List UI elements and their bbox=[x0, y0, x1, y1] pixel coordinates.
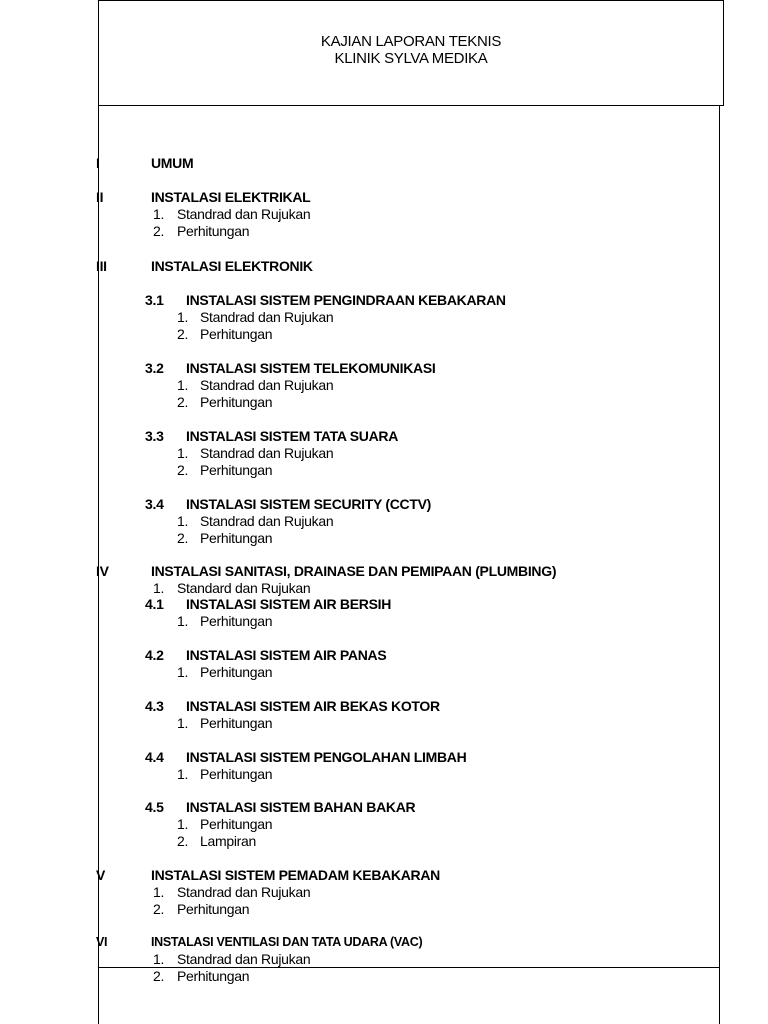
section-number: IV bbox=[96, 563, 109, 579]
list-item: Perhitungan bbox=[200, 462, 273, 478]
list-item: Perhitungan bbox=[177, 223, 250, 239]
list-item: Standrad dan Rujukan bbox=[200, 513, 334, 529]
list-item: Perhitungan bbox=[200, 530, 273, 546]
list-item-number: 1. bbox=[153, 206, 165, 222]
list-item: Perhitungan bbox=[177, 901, 250, 917]
subsection-number: 4.2 bbox=[145, 647, 164, 663]
list-item: Lampiran bbox=[200, 833, 256, 849]
section-title: INSTALASI SISTEM PEMADAM KEBAKARAN bbox=[151, 867, 440, 883]
list-item-number: 1. bbox=[153, 884, 165, 900]
list-item: Standrad dan Rujukan bbox=[177, 206, 311, 222]
subsection-title: INSTALASI SISTEM AIR BERSIH bbox=[186, 596, 392, 612]
list-item: Standrad dan Rujukan bbox=[200, 377, 334, 393]
list-item: Perhitungan bbox=[177, 968, 250, 984]
list-item-number: 2. bbox=[177, 833, 189, 849]
subsection-title: INSTALASI SISTEM AIR PANAS bbox=[186, 647, 387, 663]
subsection-number: 3.3 bbox=[145, 428, 164, 444]
document-title: KAJIAN LAPORAN TEKNIS bbox=[320, 33, 502, 50]
subsection-number: 4.1 bbox=[145, 596, 164, 612]
subsection-title: INSTALASI SISTEM PENGINDRAAN KEBAKARAN bbox=[186, 292, 506, 308]
list-item-number: 1. bbox=[177, 377, 189, 393]
list-item: Perhitungan bbox=[200, 766, 273, 782]
list-item-number: 1. bbox=[177, 309, 189, 325]
list-item-number: 2. bbox=[153, 968, 165, 984]
list-item-number: 1. bbox=[177, 816, 189, 832]
list-item: Perhitungan bbox=[200, 394, 273, 410]
subsection-title: INSTALASI SISTEM TELEKOMUNIKASI bbox=[186, 360, 436, 376]
subsection-title: INSTALASI SISTEM TATA SUARA bbox=[186, 428, 399, 444]
section-title: INSTALASI ELEKTRIKAL bbox=[151, 189, 311, 205]
list-item-number: 2. bbox=[177, 462, 189, 478]
section-title: UMUM bbox=[151, 155, 194, 171]
list-item: Standrad dan Rujukan bbox=[177, 884, 311, 900]
subsection-number: 4.5 bbox=[145, 799, 164, 815]
section-title: INSTALASI VENTILASI DAN TATA UDARA (VAC) bbox=[151, 935, 423, 949]
subsection-number: 3.4 bbox=[145, 496, 164, 512]
section-number: V bbox=[96, 867, 106, 883]
list-item-number: 1. bbox=[153, 580, 165, 596]
list-item-number: 1. bbox=[177, 664, 189, 680]
list-item: Perhitungan bbox=[200, 715, 273, 731]
list-item: Standard dan Rujukan bbox=[177, 580, 311, 596]
section-number: II bbox=[96, 189, 104, 205]
subsection-title: INSTALASI SISTEM SECURITY (CCTV) bbox=[186, 496, 432, 512]
list-item-number: 2. bbox=[177, 326, 189, 342]
section-title: INSTALASI SANITASI, DRAINASE DAN PEMIPAAN (PLUMBING) bbox=[151, 563, 557, 579]
section-number: III bbox=[96, 258, 107, 274]
list-item: Perhitungan bbox=[200, 664, 273, 680]
list-item-number: 1. bbox=[177, 513, 189, 529]
list-item-number: 1. bbox=[177, 766, 189, 782]
subsection-title: INSTALASI SISTEM PENGOLAHAN LIMBAH bbox=[186, 749, 467, 765]
subsection-title: INSTALASI SISTEM AIR BEKAS KOTOR bbox=[186, 698, 440, 714]
list-item-number: 1. bbox=[177, 445, 189, 461]
document-subtitle: KLINIK SYLVA MEDIKA bbox=[334, 50, 488, 67]
list-item-number: 1. bbox=[153, 951, 165, 967]
list-item: Standrad dan Rujukan bbox=[200, 445, 334, 461]
subsection-number: 3.2 bbox=[145, 360, 164, 376]
list-item: Perhitungan bbox=[200, 613, 273, 629]
list-item-number: 2. bbox=[177, 394, 189, 410]
list-item: Standrad dan Rujukan bbox=[200, 309, 334, 325]
subsection-number: 4.3 bbox=[145, 698, 164, 714]
list-item-number: 1. bbox=[177, 613, 189, 629]
section-number: VI bbox=[96, 935, 108, 949]
section-title: INSTALASI ELEKTRONIK bbox=[151, 258, 313, 274]
list-item-number: 2. bbox=[153, 223, 165, 239]
list-item-number: 1. bbox=[177, 715, 189, 731]
list-item-number: 2. bbox=[177, 530, 189, 546]
list-item: Perhitungan bbox=[200, 326, 273, 342]
subsection-title: INSTALASI SISTEM BAHAN BAKAR bbox=[186, 799, 416, 815]
title-box bbox=[98, 0, 724, 106]
subsection-number: 4.4 bbox=[145, 749, 164, 765]
list-item: Standrad dan Rujukan bbox=[177, 951, 311, 967]
list-item: Perhitungan bbox=[200, 816, 273, 832]
subsection-number: 3.1 bbox=[145, 292, 164, 308]
list-item-number: 2. bbox=[153, 901, 165, 917]
section-number: I bbox=[96, 155, 100, 171]
